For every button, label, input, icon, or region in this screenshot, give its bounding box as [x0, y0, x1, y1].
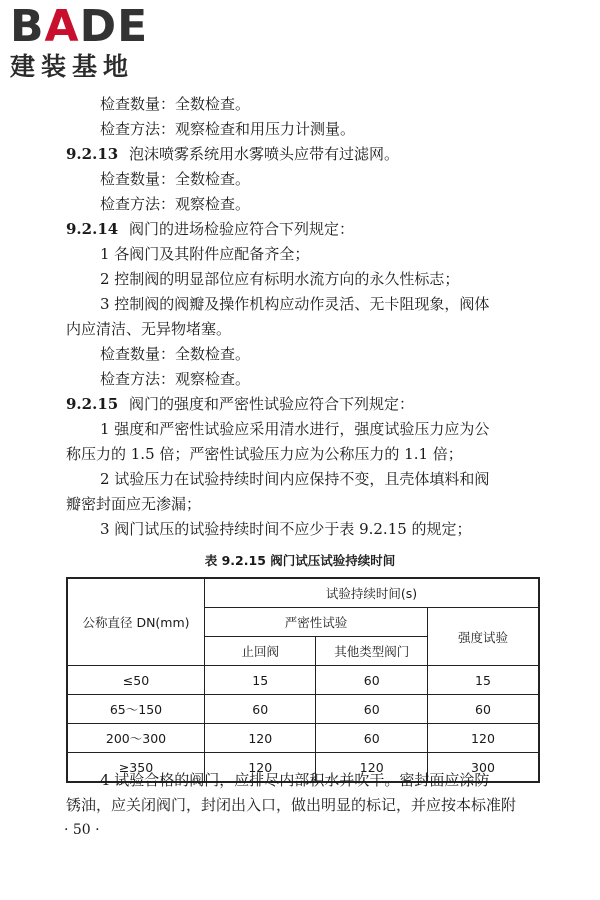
list-item: 4 试验合格的阀门，应排尽内部积水并吹干。密封面应涂防: [100, 771, 490, 789]
header-other-valve: 其他类型阀门: [316, 637, 427, 666]
clause-9-2-15: [66, 394, 414, 414]
cell-strength: 15: [427, 666, 539, 695]
list-item-continued: 称压力的 1.5 倍；严密性试验压力应为公称压力的 1.1 倍；: [66, 445, 463, 463]
table-row: [67, 666, 539, 695]
list-item: 2 控制阀的明显部位应有标明水流方向的永久性标志；: [100, 270, 460, 288]
table-row: [67, 695, 539, 724]
clause-text: 阀门的进场检验应符合下列规定：: [128, 220, 354, 238]
page-number: · 50 ·: [64, 822, 100, 838]
list-item: 1 强度和严密性试验应采用清水进行，强度试验压力应为公: [100, 420, 490, 438]
list-item: 3 阀门试压的试验持续时间不应少于表 9.2.15 的规定；: [100, 520, 472, 538]
table-row: [67, 724, 539, 753]
cell-dn: ≤50: [67, 666, 205, 695]
cell-strength: 120: [427, 724, 539, 753]
paragraph: 检查数量：全数检查。: [100, 95, 251, 113]
header-duration: 试验持续时间(s): [205, 578, 540, 608]
header-check-valve: 止回阀: [205, 637, 316, 666]
logo-brand: BADE: [10, 1, 149, 52]
cell-check: 120: [205, 753, 316, 783]
paragraph: 检查数量：全数检查。: [100, 345, 251, 363]
cell-other: 60: [316, 724, 427, 753]
clause-9-2-14: [66, 219, 354, 239]
paragraph: 检查数量：全数检查。: [100, 170, 251, 188]
clause-number: 9.2.15: [66, 395, 119, 413]
list-item-continued: 内应清洁、无异物堵塞。: [66, 320, 232, 338]
clause-number: 9.2.13: [66, 145, 119, 163]
cell-strength: 60: [427, 695, 539, 724]
cell-dn: ≥350: [67, 753, 205, 783]
header-dn: 公称直径 DN(mm): [67, 578, 205, 666]
header-tightness: 严密性试验: [205, 608, 428, 637]
cell-dn: 200～300: [67, 724, 205, 753]
list-item: 3 控制阀的阀瓣及操作机构应动作灵活、无卡阻现象，阀体: [100, 295, 490, 313]
cell-check: 15: [205, 666, 316, 695]
cell-other: 60: [316, 695, 427, 724]
header-strength: 强度试验: [427, 608, 539, 666]
cell-dn: 65～150: [67, 695, 205, 724]
publisher-logo: [10, 1, 180, 84]
test-duration-table: [66, 577, 540, 783]
clause-text: 阀门的强度和严密性试验应符合下列规定：: [128, 395, 414, 413]
list-item-continued: 瓣密封面应无渗漏；: [66, 495, 202, 513]
clause-text: 泡沫喷雾系统用水雾喷头应带有过滤网。: [128, 145, 399, 163]
paragraph: 检查方法：观察检查。: [100, 195, 251, 213]
list-item: 2 试验压力在试验持续时间内应保持不变，且壳体填料和阀: [100, 470, 490, 488]
clause-9-2-13: [66, 144, 399, 164]
table-caption: 表 9.2.15 阀门试压试验持续时间: [204, 553, 396, 568]
cell-strength: 300: [427, 753, 539, 783]
list-item: 1 各阀门及其附件应配备齐全；: [100, 245, 310, 263]
cell-other: 60: [316, 666, 427, 695]
logo-subtitle: 建装基地: [10, 52, 135, 81]
cell-other: 120: [316, 753, 427, 783]
clause-number: 9.2.14: [66, 220, 119, 238]
cell-check: 120: [205, 724, 316, 753]
paragraph: 检查方法：观察检查。: [100, 370, 251, 388]
paragraph: 检查方法：观察检查和用压力计测量。: [100, 120, 356, 138]
cell-check: 60: [205, 695, 316, 724]
list-item-continued: 锈油，应关闭阀门，封闭出入口，做出明显的标记，并应按本标准附: [66, 796, 517, 814]
